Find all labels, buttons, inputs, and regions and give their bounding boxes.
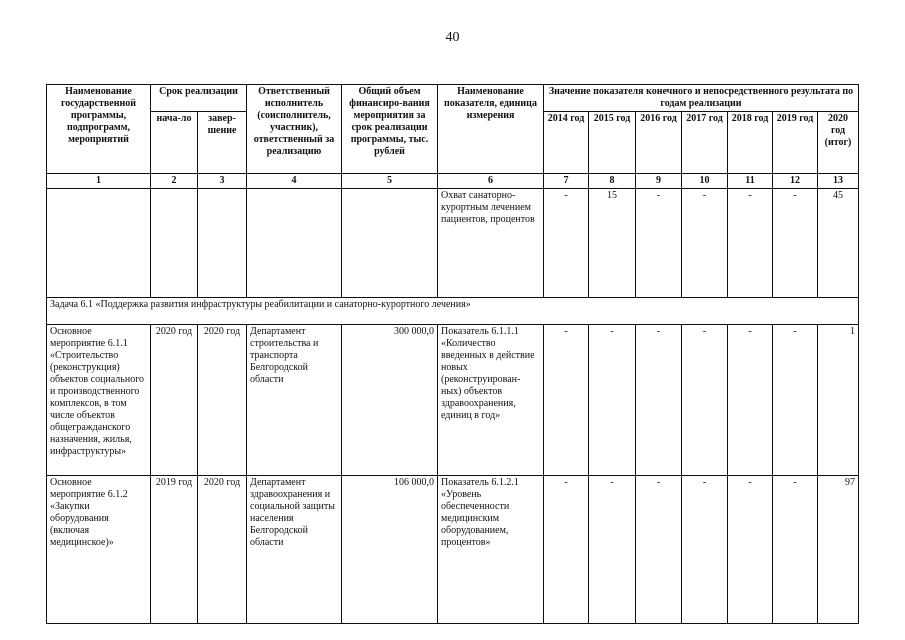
value-cell: - [636, 325, 682, 476]
value-cell: - [636, 189, 682, 298]
header-year: 2017 год [682, 112, 728, 174]
end-cell: 2020 год [198, 476, 247, 624]
indicator-cell: Показатель 6.1.1.1 «Количество введенных в действие новых (реконструирован-ных) объектов здравоохранения, единиц в год» [438, 325, 544, 476]
header-values-group: Значение показателя конечного и непосредственного результата по годам реализации [544, 85, 859, 112]
value-cell: - [728, 189, 773, 298]
responsible-cell [247, 189, 342, 298]
value-cell: - [773, 325, 818, 476]
header-period: Срок реализации [151, 85, 247, 112]
column-number: 11 [728, 174, 773, 189]
value-cell: - [682, 325, 728, 476]
value-cell: 1 [818, 325, 859, 476]
value-cell: - [773, 189, 818, 298]
column-number: 5 [342, 174, 438, 189]
column-number: 13 [818, 174, 859, 189]
funding-cell: 106 000,0 [342, 476, 438, 624]
header-start: нача-ло [151, 112, 198, 174]
program-name-cell: Основное мероприятие 6.1.1 «Строительство (реконструкция) объектов социального и производственного комплексов, в том числе объектов общегражданского назначения, жилья, инфраструктуры» [47, 325, 151, 476]
value-cell: 15 [589, 189, 636, 298]
end-cell: 2020 год [198, 325, 247, 476]
header-end: завер-шение [198, 112, 247, 174]
value-cell: - [589, 476, 636, 624]
value-cell: - [682, 189, 728, 298]
header-funding: Общий объем финансиро-вания мероприятия за срок реализации программы, тыс. рублей [342, 85, 438, 174]
program-table [46, 84, 859, 624]
task-heading: Задача 6.1 «Поддержка развития инфраструктуры реабилитации и санаторно-курортного лечения» [47, 298, 859, 325]
header-program-name: Наименование государственной программы, подпрограмм, мероприятий [47, 85, 151, 174]
value-cell: - [544, 325, 589, 476]
value-cell: - [544, 476, 589, 624]
column-number: 7 [544, 174, 589, 189]
responsible-cell: Департамент здравоохранения и социальной защиты населения Белгородской области [247, 476, 342, 624]
page-number: 40 [445, 30, 460, 45]
header-year: 2018 год [728, 112, 773, 174]
table-row [47, 189, 859, 298]
header-year: 2015 год [589, 112, 636, 174]
header-year: 2019 год [773, 112, 818, 174]
column-number: 3 [198, 174, 247, 189]
column-number: 4 [247, 174, 342, 189]
program-name-cell: Основное мероприятие 6.1.2 «Закупки оборудования (включая медицинское)» [47, 476, 151, 624]
header-year: 2020 год (итог) [818, 112, 859, 174]
value-cell: 45 [818, 189, 859, 298]
program-name-cell [47, 189, 151, 298]
responsible-cell: Департамент строительства и транспорта Белгородской области [247, 325, 342, 476]
table-row [47, 325, 859, 476]
value-cell: - [773, 476, 818, 624]
start-cell: 2020 год [151, 325, 198, 476]
end-cell [198, 189, 247, 298]
column-number: 8 [589, 174, 636, 189]
indicator-cell: Показатель 6.1.2.1 «Уровень обеспеченности медицинским оборудованием, процентов» [438, 476, 544, 624]
column-number: 1 [47, 174, 151, 189]
value-cell: - [728, 325, 773, 476]
header-responsible: Ответственный исполнитель (соисполнитель, участник), ответственный за реализацию [247, 85, 342, 174]
value-cell: - [728, 476, 773, 624]
column-number: 9 [636, 174, 682, 189]
value-cell: - [682, 476, 728, 624]
column-number: 2 [151, 174, 198, 189]
header-indicator: Наименование показателя, единица измерения [438, 85, 544, 174]
column-number: 12 [773, 174, 818, 189]
header-year: 2016 год [636, 112, 682, 174]
value-cell: 97 [818, 476, 859, 624]
indicator-cell: Охват санаторно-курортным лечением пациентов, процентов [438, 189, 544, 298]
column-number: 10 [682, 174, 728, 189]
column-number: 6 [438, 174, 544, 189]
funding-cell [342, 189, 438, 298]
value-cell: - [544, 189, 589, 298]
header-year: 2014 год [544, 112, 589, 174]
start-cell [151, 189, 198, 298]
funding-cell: 300 000,0 [342, 325, 438, 476]
table-row [47, 476, 859, 624]
start-cell: 2019 год [151, 476, 198, 624]
value-cell: - [589, 325, 636, 476]
value-cell: - [636, 476, 682, 624]
